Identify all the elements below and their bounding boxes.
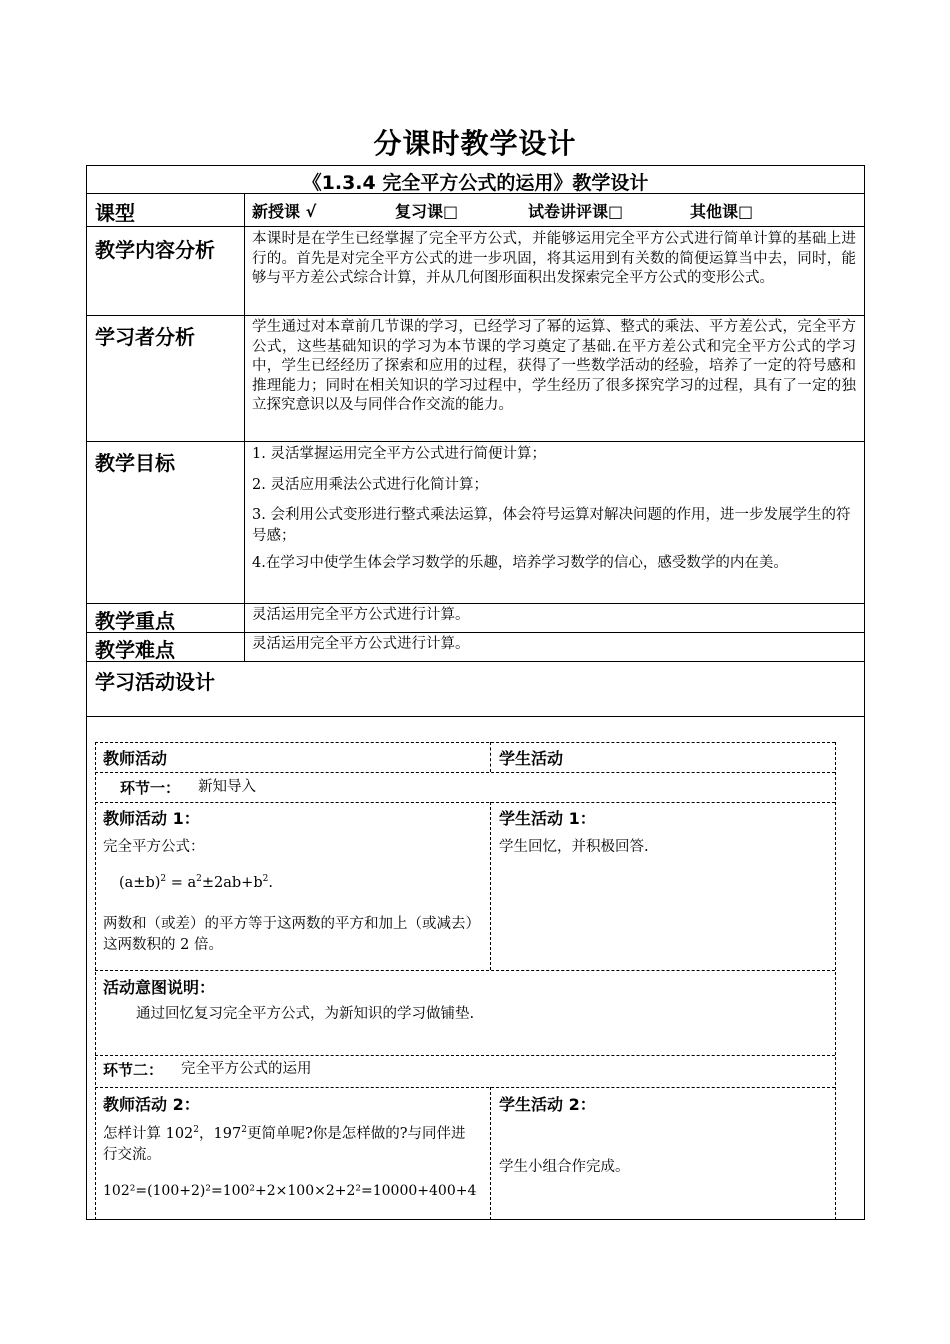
course-type-new: 新授课 √ bbox=[252, 202, 317, 221]
objective-item: 1. 灵活掌握运用完全平方公式进行简便计算； bbox=[252, 446, 546, 462]
formula: $(a\pm b)^2 = a^2\pm 2ab+b^2$. bbox=[119, 874, 273, 891]
stage1-title: 新知导入 bbox=[198, 779, 256, 795]
stage2-label: 环节二： bbox=[103, 1061, 164, 1079]
dashed-line bbox=[95, 1087, 835, 1088]
divider bbox=[86, 315, 865, 316]
objective-item: 2. 灵活应用乘法公式进行化简计算； bbox=[252, 477, 488, 493]
formula-description: 两数和（或差）的平方等于这两数的平方和加上（或减去）这两数积的 2 倍。 bbox=[103, 916, 473, 953]
lesson-title: 《1.3.4 完全平方公式的运用》教学设计 bbox=[302, 172, 649, 194]
divider bbox=[86, 632, 865, 633]
content-analysis-label: 教学内容分析 bbox=[95, 238, 215, 262]
dashed-line bbox=[490, 742, 491, 772]
difficulty-text: 灵活运用完全平方公式进行计算。 bbox=[252, 636, 470, 652]
dashed-line bbox=[95, 970, 835, 971]
divider bbox=[86, 441, 865, 442]
page-title: 分课时教学设计 bbox=[373, 127, 577, 160]
teacher-activity-1-label: 教师活动 1： bbox=[103, 809, 200, 828]
course-type-review: 复习课□ bbox=[395, 202, 459, 221]
objectives-label: 教学目标 bbox=[95, 451, 175, 475]
student-activity-1-label: 学生活动 1： bbox=[499, 809, 596, 828]
intent-label: 活动意图说明： bbox=[103, 978, 216, 997]
stage1-label: 环节一： bbox=[120, 779, 181, 797]
teacher-activity-header: 教师活动 bbox=[103, 749, 168, 768]
content-analysis-text: 本课时是在学生已经掌握了完全平方公式，并能够运用完全平方公式进行简单计算的基础上进行的。首先是对完全平方公式的进一步巩固，将其运用到有关数的简便运算当中去，同时，能够与平方差公式综合计算，并从几何图形面积出发探索完全平方公式的变形公式。 bbox=[252, 231, 856, 286]
stage2-title: 完全平方公式的运用 bbox=[181, 1061, 312, 1077]
objective-item: 4.在学习中使学生体会学习数学的乐趣，培养学习数学的信心，感受数学的内在美。 bbox=[252, 555, 788, 571]
dashed-line bbox=[95, 772, 835, 773]
teacher-activity-2-question: 怎样计算 $102^2$，$197^2$更简单呢?你是怎样做的?与同伴进行交流。 bbox=[103, 1125, 466, 1163]
dashed-line bbox=[490, 1087, 491, 1220]
student-activity-1-text: 学生回忆，并积极回答. bbox=[499, 839, 649, 855]
formula-intro: 完全平方公式： bbox=[103, 839, 205, 855]
calculation: 102²=(100+2)²=100²+2×100×2+2²=10000+400+4 bbox=[103, 1183, 477, 1199]
student-activity-header: 学生活动 bbox=[499, 749, 564, 768]
column-divider bbox=[244, 193, 245, 661]
course-type-other: 其他课□ bbox=[690, 202, 754, 221]
course-type-exam-review: 试卷讲评课□ bbox=[528, 202, 624, 221]
dashed-line bbox=[490, 802, 491, 970]
activity-design-label: 学习活动设计 bbox=[95, 670, 215, 694]
student-activity-2-label: 学生活动 2： bbox=[499, 1095, 596, 1114]
learner-analysis-label: 学习者分析 bbox=[95, 325, 195, 349]
objective-item: 3. 会利用公式变形进行整式乘法运算，体会符号运算对解决问题的作用，进一步发展学生的符号感； bbox=[252, 507, 851, 544]
key-point-text: 灵活运用完全平方公式进行计算。 bbox=[252, 607, 470, 623]
course-type-label: 课型 bbox=[95, 201, 135, 225]
difficulty-label: 教学难点 bbox=[95, 638, 175, 662]
divider bbox=[86, 226, 865, 227]
key-point-label: 教学重点 bbox=[95, 609, 175, 633]
dashed-line bbox=[95, 1055, 835, 1056]
divider bbox=[86, 661, 865, 662]
teacher-activity-2-label: 教师活动 2： bbox=[103, 1095, 200, 1114]
student-activity-2-text: 学生小组合作完成。 bbox=[499, 1159, 630, 1175]
learner-analysis-text: 学生通过对本章前几节课的学习，已经学习了幂的运算、整式的乘法、平方差公式，完全平方公式，这些基础知识的学习为本节课的学习奠定了基础.在平方差公式和完全平方公式的学习中，学生已经经历了探索和应用的过程，获得了一些数学活动的经验，培养了一定的符号感和推理能力；同时在相关知识的学习过程中，学生经历了很多探究学习的过程，具有了一定的独立探究意识以及与同伴合作交流的能力。 bbox=[252, 319, 856, 413]
divider bbox=[86, 603, 865, 604]
intent-text: 通过回忆复习完全平方公式，为新知识的学习做铺垫. bbox=[136, 1006, 475, 1022]
divider bbox=[86, 716, 865, 717]
dashed-line bbox=[95, 802, 835, 803]
dashed-line bbox=[835, 742, 836, 1220]
dashed-line bbox=[95, 742, 96, 1220]
dashed-line bbox=[95, 742, 835, 743]
